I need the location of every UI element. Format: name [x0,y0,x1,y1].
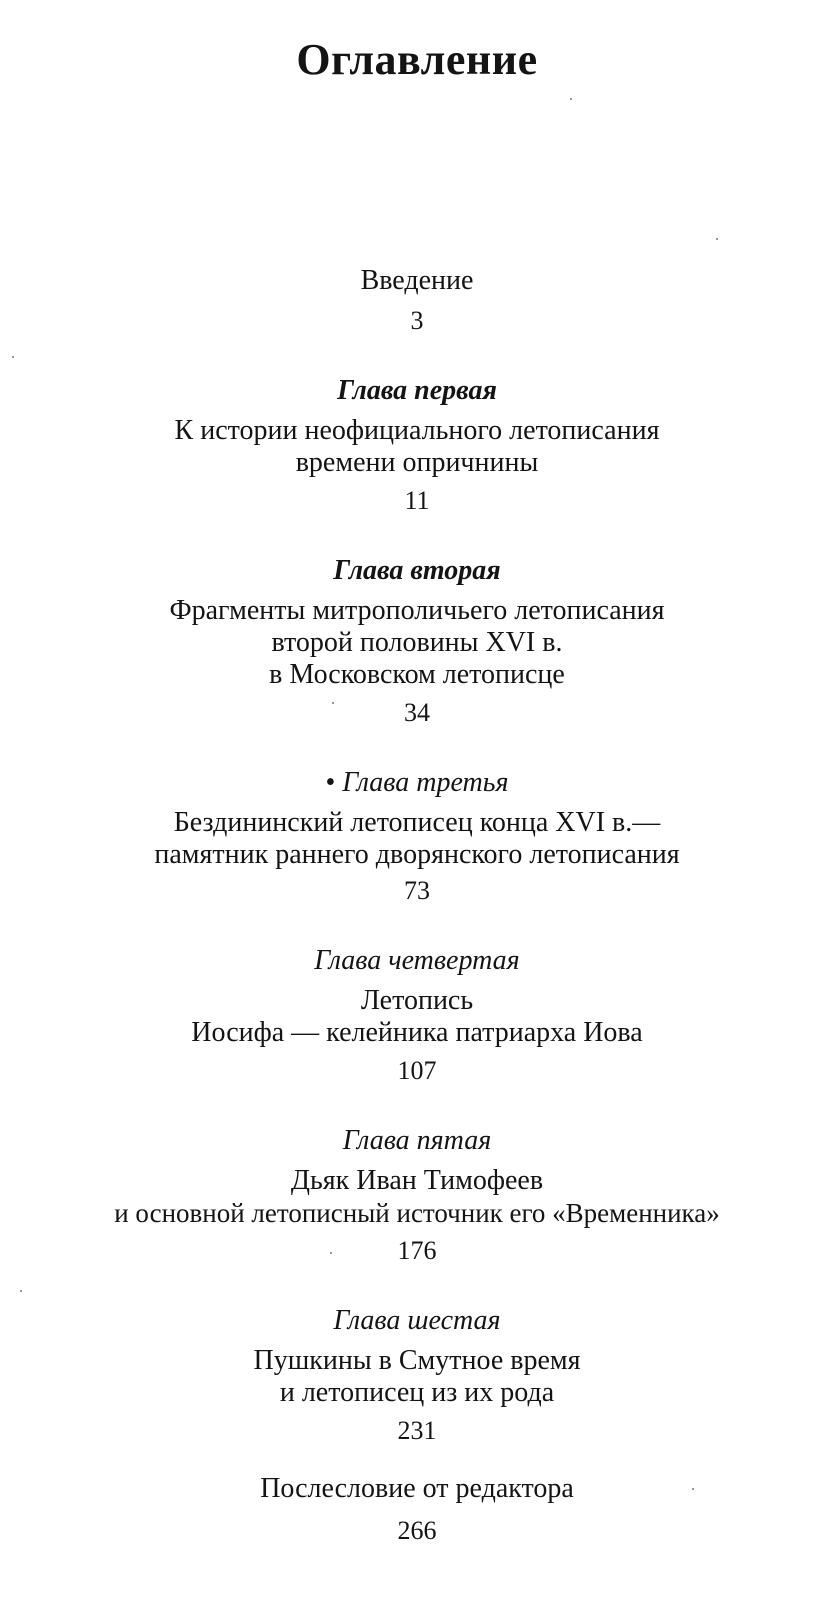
toc-page-number: 107 [397,1056,437,1085]
toc-page-number: 176 [397,1236,437,1265]
toc-page-number: 266 [397,1516,437,1545]
chapter-title-line: Фрагменты митрополичьего летописания [169,595,665,626]
toc-page-number: 73 [404,876,430,905]
chapter-title-line: времени опричнины [295,447,539,478]
chapter-heading: Глава пятая [342,1125,492,1156]
chapter-heading: Глава шестая [333,1305,501,1336]
chapter-title-line: Иосифа — келейника патриарха Иова [191,1017,643,1048]
chapter-title-line: Летопись [360,985,474,1016]
scan-speck [20,1290,22,1292]
scan-speck [332,702,334,704]
chapter-heading: Глава вторая [333,555,501,586]
chapter-title-line: К истории неофициального летописания [174,415,660,446]
chapter-title-line: и основной летописный источник его «Временника» [114,1198,720,1228]
scan-speck [692,1488,694,1490]
chapter-title-line: Дьяк Иван Тимофеев [290,1165,544,1196]
scan-speck [12,356,14,358]
chapter-title-line: в Московском летописце [269,659,565,690]
chapter-title-line: Бездининский летописец конца XVI в.— [173,807,661,838]
scan-speck [570,98,572,100]
page-title: Оглавление [296,35,538,84]
chapter-title-line: Пушкины в Смутное время [253,1345,581,1376]
scan-speck [330,1252,332,1254]
toc-page-number: 11 [404,486,430,515]
chapter-heading [0,766,834,800]
chapter-heading: Глава четвертая [314,945,520,976]
toc-page-number: 231 [397,1416,437,1445]
chapter-title-line: и летописец из их рода [279,1377,555,1408]
toc-entry-afterword: Послесловие от редактора [260,1473,574,1504]
toc-entry-introduction: Введение [360,265,474,296]
chapter-heading: Глава первая [337,375,497,406]
toc-page-number: 34 [404,698,430,727]
chapter-title-line: памятник раннего дворянского летописания [154,839,680,870]
toc-page-number: 3 [410,306,424,335]
chapter-title-line: второй половины XVI в. [271,627,563,658]
chapter-heading-text: Глава третья [342,767,509,798]
scan-speck [716,238,718,240]
bullet-mark: • [325,767,336,798]
